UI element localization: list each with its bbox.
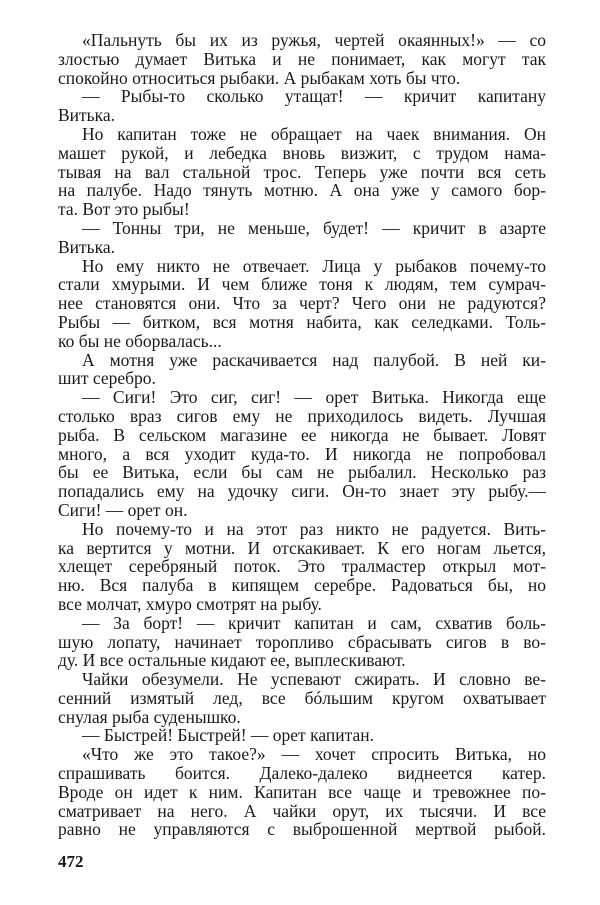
text-line: шую лопату, начинает торопливо сбрасывать сигов в во- <box>58 631 546 652</box>
text-line: все молчат, хмуро смотрят на рыбу. <box>58 593 322 614</box>
text-line: равно не управляются с выброшенной мертвой рыбой. <box>58 819 546 840</box>
text-line: Но ему никто не отвечает. Лица у рыбаков почему-то <box>82 255 546 276</box>
text-line: Вроде он идет к ним. Капитан все чаще и тревожнее по- <box>58 781 546 802</box>
text-line: та. Вот это рыбы! <box>58 199 190 220</box>
text-line: злостью думает Витька и не понимает, как могут так <box>58 48 546 69</box>
text-line: ко бы не оборвалась... <box>58 330 222 351</box>
text-line: машет рукой, и лебедка вновь визжит, с трудом нама- <box>58 142 546 163</box>
text-line: А мотня уже раскачивается над палубой. В ней ки- <box>82 349 546 370</box>
text-line: «Что же это такое?» — хочет спросить Витька, но <box>82 744 546 765</box>
text-line: хлещет серебряный поток. Это тралмастер открыл мот- <box>58 556 546 577</box>
text-line: — Быстрей! Быстрей! — орет капитан. <box>82 725 374 746</box>
text-line: — Рыбы-то сколько утащат! — кричит капитану <box>82 86 546 107</box>
text-line: стали хмурыми. И чем ближе тоня к людям, тем сумрач- <box>58 274 546 295</box>
text-line: сенний измятый лед, все бóльшим кругом охватывает <box>58 687 546 708</box>
text-line: Чайки обезумели. Не успевают сжирать. И словно ве- <box>82 669 546 690</box>
text-line: спрашивать боится. Далеко-далеко виднеется катер. <box>58 763 546 784</box>
text-line: Витька. <box>58 236 116 257</box>
text-line: ню. Вся палуба в кипящем серебре. Радоваться бы, но <box>58 575 546 596</box>
text-line: много, а вся уходит куда-то. И никогда не попробовал <box>58 443 546 464</box>
text-line: — Тонны три, не меньше, будет! — кричит в азарте <box>82 217 546 238</box>
text-line: сматривает на него. А чайки орут, их тысячи. И все <box>58 800 546 821</box>
text-line: снулая рыба суденышко. <box>58 706 241 727</box>
text-line: столько враз сигов ему не приходилось видеть. Лучшая <box>58 405 546 426</box>
text-line: ка вертится у мотни. И отскакивает. К его ногам льется, <box>58 537 546 558</box>
page-number: 472 <box>58 852 84 871</box>
text-line: Рыбы — битком, вся мотня набита, как селедками. Толь- <box>58 311 546 332</box>
text-line: Сиги! — орет он. <box>58 499 188 520</box>
text-line: «Пальнуть бы их из ружья, чертей окаянных!» — со <box>82 30 546 50</box>
text-line: тывая на вал стальной трос. Теперь уже почти вся сеть <box>58 161 546 182</box>
text-line: — Сиги! Это сиг, сиг! — орет Витька. Никогда еще <box>82 387 546 408</box>
text-line: ду. И все остальные кидают ее, выплескивают. <box>58 650 406 671</box>
text-line: попадались ему на удочку сиги. Он-то знает эту рыбу.— <box>58 481 546 502</box>
text-line: шит серебро. <box>58 368 156 389</box>
page-body-text <box>58 31 546 839</box>
text-line: рыба. В сельском магазине ее никогда не бывает. Ловят <box>58 424 546 445</box>
text-line: на палубе. Надо тянуть мотню. А она уже у самого бор- <box>58 180 546 201</box>
text-line: Но капитан тоже не обращает на чаек внимания. Он <box>82 123 546 144</box>
text-line: нее становятся они. Что за черт? Чего они не радуются? <box>58 293 546 314</box>
text-line: бы ее Витька, если бы сам не рыбалил. Несколько раз <box>58 462 546 483</box>
text-line: Витька. <box>58 105 116 126</box>
text-line: спокойно относиться рыбаки. А рыбакам хоть бы что. <box>58 67 461 88</box>
text-line: — За борт! — кричит капитан и сам, схватив боль- <box>82 612 546 633</box>
text-line: Но почему-то и на этот раз никто не радуется. Вить- <box>82 518 546 539</box>
